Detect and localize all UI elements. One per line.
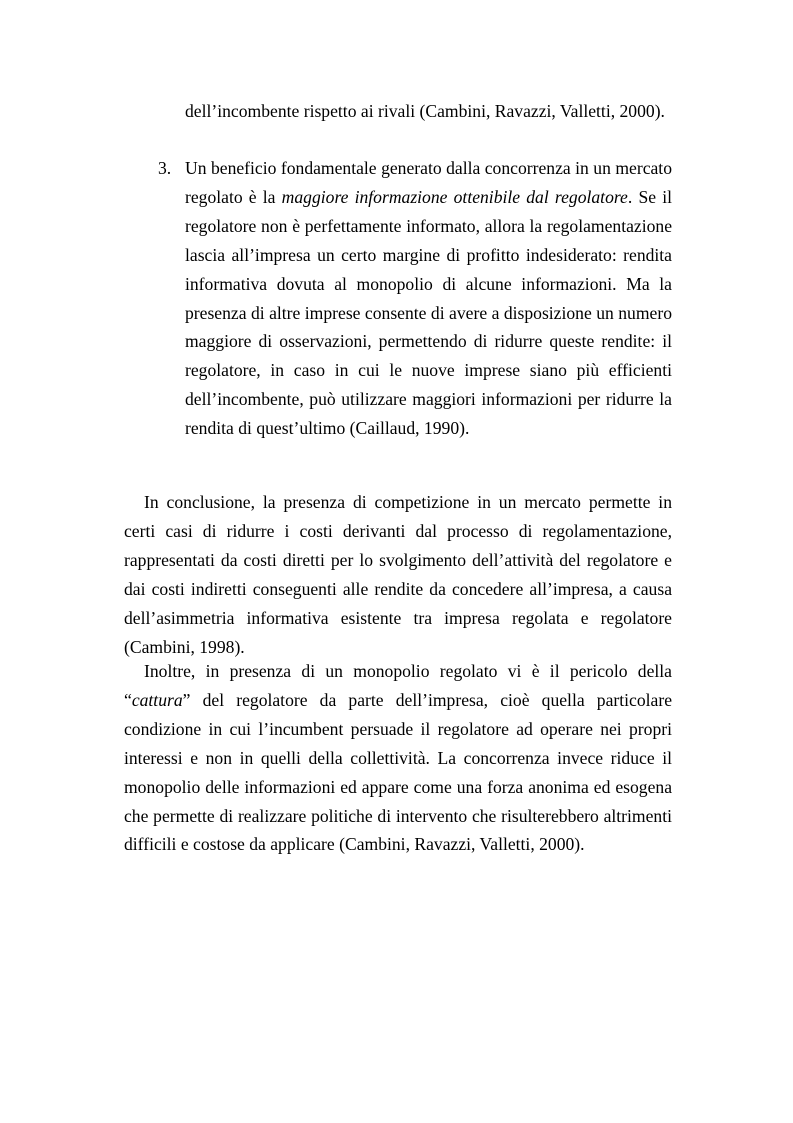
- list-item-3: [158, 154, 672, 443]
- paragraph-inoltre-text-start: Inoltre, in presenza di un monopolio regolato vi è il pericolo della “: [124, 661, 672, 710]
- paragraph-conclusion: [124, 488, 672, 661]
- paragraph-inoltre-text-end: ” del regolatore da parte dell’impresa, cioè quella particolare condizione in cui l’incumbent persuade il regolatore ad operare nei propri interessi e non in quelli della collettività. La concorrenza invece riduce il monopolio delle informazioni ed appare come una forza anonima ed esogena che permette di realizzare politiche di intervento che risulterebbero altrimenti difficili e costose da applicare (Cambini, Ravazzi, Valletti, 2000).: [124, 689, 672, 855]
- list-item-3-text-end: . Se il regolatore non è perfettamente informato, allora la regolamentazione lascia all’impresa un certo margine di profitto indesiderato: rendita informativa dovuta al monopolio di alcune informazioni. Ma la presenza di altre imprese consente di avere a disposizione un numero maggiore di osservazioni, permettendo di ridurre queste rendite: il regolatore, in caso in cui le nuove imprese siano più efficienti dell’incombente, può utilizzare maggiori informazioni per ridurre la rendita di quest’ultimo (Caillaud, 1990).: [185, 186, 672, 439]
- paragraph-inoltre-italic-word: cattura: [131, 689, 183, 710]
- list-item-3-text-start: Un beneficio fondamentale generato dalla concorrenza in un mercato regolato è la: [185, 158, 672, 207]
- list-item-number: 3.: [158, 158, 172, 178]
- paragraph-inoltre: [124, 657, 672, 859]
- paragraph-conclusion-text: In conclusione, la presenza di competizione in un mercato permette in certi casi di ridurre i costi derivanti dal processo di regolamentazione, rappresentati da costi diretti per lo svolgimento dell’attività del regolatore e dai costi indiretti conseguenti alle rendite da concedere all’impresa, a causa dell’asimmetria informativa esistente tra impresa regolata e regolatore (Cambini, 1998).: [124, 492, 672, 657]
- list-item-continued: [185, 97, 672, 126]
- list-item-3-italic-phrase: maggiore informazione ottenibile dal regolatore: [281, 186, 628, 207]
- list-item-continued-text: dell’incombente rispetto ai rivali (Cambini, Ravazzi, Valletti, 2000).: [185, 101, 665, 121]
